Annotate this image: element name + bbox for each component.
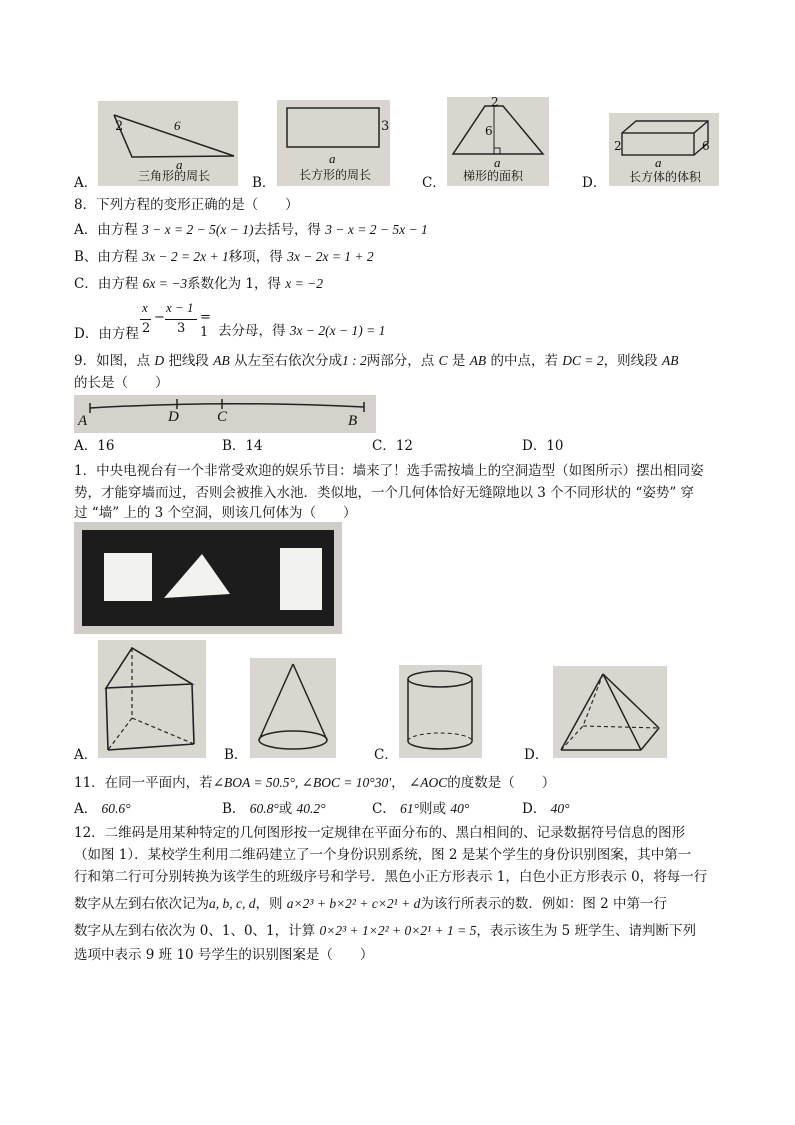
q7-a-side-2: 2 bbox=[115, 119, 124, 134]
q11-angle-aoc: ∠AOC bbox=[408, 775, 448, 790]
q7-option-a-letter: A． bbox=[74, 175, 98, 191]
q7-a-caption: 三角形的周长 bbox=[138, 169, 211, 183]
q12-l5b: ，表示该生为 5 班学生、请判断下列 bbox=[476, 923, 697, 939]
q8-option-a bbox=[74, 221, 428, 239]
q8-a-text2: 去括号，得 bbox=[253, 222, 321, 238]
q7-figure-b bbox=[277, 100, 390, 186]
q12-calc: 0×2³ + 1×2² + 0×2¹ + 1 = 5 bbox=[319, 923, 477, 938]
q11-c-value1: 61° bbox=[400, 801, 420, 816]
q9-option-a: A．16 bbox=[74, 438, 115, 454]
q8-option-d-text1: D．由方程 bbox=[74, 326, 139, 342]
q12-line6: 选项中表示 9 班 10 号学生的识别图案是（ ） bbox=[74, 947, 374, 963]
q11-t3: 的度数是（ ） bbox=[447, 775, 556, 791]
q9-stem-line2: 的长是（ ） bbox=[74, 375, 169, 391]
q9-segment-ab-3: AB bbox=[661, 353, 679, 368]
q10-option-c-letter: C． bbox=[374, 747, 398, 763]
q7-c-top-2: 2 bbox=[491, 95, 499, 109]
q8-b-result: 3x − 2x = 1 + 2 bbox=[287, 249, 374, 264]
q10-wall-figure bbox=[74, 522, 342, 634]
q9-point-c: C bbox=[438, 353, 448, 368]
q12-line5 bbox=[74, 922, 696, 940]
q11-c-or: 则或 bbox=[419, 801, 447, 817]
q9-figure bbox=[74, 395, 376, 433]
q11-option-a bbox=[74, 800, 131, 818]
q12-l5a: 数字从左到右依次为 0、1、0、1，计算 bbox=[74, 923, 316, 939]
q11-t1: 11．在同一平面内，若 bbox=[74, 775, 213, 791]
q9-option-c: C．12 bbox=[372, 438, 414, 454]
q9-t7: ，则线段 bbox=[603, 353, 658, 369]
q8-b-equation: 3x − 2 = 2x + 1 bbox=[142, 249, 229, 264]
q11-condition: ∠BOA = 50.5°, ∠BOC = 10°30′ bbox=[212, 775, 392, 790]
q8-d-bar1 bbox=[140, 319, 151, 320]
q11-a-value: 60.6° bbox=[101, 801, 131, 816]
q9-t2: 把线段 bbox=[168, 353, 209, 369]
q7-d-length-a: a bbox=[655, 155, 662, 170]
q8-d-text2: 去分母，得 bbox=[218, 323, 286, 339]
q8-a-equation: 3 − x = 2 − 5(x − 1) bbox=[142, 222, 254, 237]
q10-option-b-letter: B． bbox=[224, 747, 248, 763]
q9-t4: 两部分，点 bbox=[366, 353, 435, 369]
q9-fig-label-d: D bbox=[168, 409, 179, 425]
q9-fig-label-c: C bbox=[217, 409, 228, 425]
q9-stem bbox=[74, 352, 678, 370]
q8-d-den2: 3 bbox=[177, 321, 186, 336]
q11-a-letter: A． bbox=[74, 801, 98, 817]
q12-formula: a×2³ + b×2² + c×2¹ + d bbox=[286, 896, 421, 911]
q11-option-b bbox=[222, 800, 326, 818]
q7-d-height-2: 2 bbox=[614, 139, 622, 153]
q7-a-side-a: a bbox=[176, 157, 183, 172]
q12-line2: （如图 1）．某校学生利用二维码建立了一个身份识别系统，图 2 是某个学生的身份识别图案，其中第一 bbox=[74, 847, 692, 863]
q12-l4a: 数字从左到右依次记为 bbox=[74, 896, 209, 912]
q9-segment-ab: AB bbox=[213, 353, 230, 368]
q12-line4 bbox=[74, 895, 667, 913]
q12-l4c: 为该行所表示的数．例如：图 2 中第一行 bbox=[420, 896, 668, 912]
q7-b-caption: 长方形的周长 bbox=[299, 168, 372, 182]
q11-c-value2: 40° bbox=[450, 801, 470, 816]
q9-t6: 的中点，若 bbox=[490, 353, 558, 369]
q8-d-fraction-equation bbox=[140, 300, 220, 344]
q9-dc-value: DC = 2 bbox=[562, 353, 604, 368]
q11-b-value1: 60.8° bbox=[249, 801, 279, 816]
q11-option-d bbox=[522, 800, 570, 818]
q7-figure-a bbox=[98, 101, 238, 186]
q7-c-base-a: a bbox=[494, 155, 501, 170]
q8-option-d-rest bbox=[218, 322, 385, 340]
q10-stem-line2: 势，才能穿墙而过，否则会被推入水池．类似地，一个几何体恰好无缝隙地以 3 个不同形状的 “姿势” 穿 bbox=[74, 485, 695, 501]
q8-d-result: 3x − 2(x − 1) = 1 bbox=[289, 323, 386, 338]
q12-line3: 行和第二行可分别转换为该学生的班级序号和学号．黑色小正方形表示 1，白色小正方形表示 0，将每一行 bbox=[74, 869, 708, 885]
q7-option-d-letter: D． bbox=[582, 175, 607, 191]
q7-b-side-3: 3 bbox=[381, 119, 390, 134]
q12-line1: 12．二维码是用某种特定的几何图形按一定规律在平面分布的、黑白相间的、记录数据符号信息的图形 bbox=[74, 825, 686, 841]
q8-c-text2: 系数化为 1，得 bbox=[187, 276, 281, 292]
q11-option-c bbox=[372, 800, 469, 818]
q7-figure-d bbox=[609, 113, 719, 186]
q11-d-value: 40° bbox=[550, 801, 570, 816]
q7-d-depth-6: 6 bbox=[702, 139, 710, 153]
q11-t2: ， bbox=[391, 775, 405, 791]
q7-option-b-letter: B． bbox=[252, 175, 276, 191]
q9-t5: 是 bbox=[451, 353, 466, 369]
q8-a-text1: A．由方程 bbox=[74, 222, 138, 238]
q10-figure-d-pyramid bbox=[553, 666, 667, 758]
q8-d-minus: − bbox=[154, 310, 165, 325]
q8-c-equation: 6x = −3 bbox=[142, 276, 188, 291]
q8-option-c bbox=[74, 275, 323, 293]
q11-d-letter: D． bbox=[522, 801, 547, 817]
q7-option-c-letter: C． bbox=[422, 175, 446, 191]
q9-option-d: D．10 bbox=[522, 438, 564, 454]
q8-stem: 8．下列方程的变形正确的是（ ） bbox=[74, 197, 299, 213]
q12-abcd: a, b, c, d bbox=[209, 896, 256, 911]
q7-d-caption: 长方体的体积 bbox=[629, 170, 702, 184]
q9-option-b: B．14 bbox=[222, 438, 263, 454]
q9-segment-ab-2: AB bbox=[469, 353, 487, 368]
q11-b-value2: 40.2° bbox=[296, 801, 326, 816]
q7-c-caption: 梯形的面积 bbox=[463, 169, 524, 183]
q10-stem-line1: 1．中央电视台有一个非常受欢迎的娱乐节目：墙来了！选手需按墙上的空洞造型（如图所示）摆出相同姿 bbox=[74, 463, 704, 479]
q8-d-num1: x bbox=[142, 300, 148, 315]
q10-option-a-letter: A． bbox=[74, 747, 98, 763]
q7-a-side-6: 6 bbox=[174, 118, 181, 133]
q10-option-d-letter: D． bbox=[524, 747, 549, 763]
q8-b-text1: B、由方程 bbox=[74, 249, 138, 265]
q8-d-bar2 bbox=[165, 319, 197, 320]
q8-b-text2: 移项，得 bbox=[228, 249, 283, 265]
q10-figure-a-prism bbox=[98, 640, 206, 758]
q9-fig-label-b: B bbox=[348, 413, 358, 429]
q9-ratio: 1 : 2 bbox=[342, 353, 367, 368]
q8-c-result: x = −2 bbox=[285, 276, 324, 291]
q7-b-side-a: a bbox=[329, 151, 336, 166]
q8-a-result: 3 − x = 2 − 5x − 1 bbox=[325, 222, 428, 237]
q11-b-or: 或 bbox=[278, 801, 293, 817]
q8-c-text1: C．由方程 bbox=[74, 276, 139, 292]
q8-option-b bbox=[74, 248, 374, 266]
q9-fig-label-a: A bbox=[78, 413, 88, 429]
q10-stem-line3: 过 “墙” 上的 3 个空洞，则该几何体为（ ） bbox=[74, 505, 357, 521]
q10-figure-b-cone bbox=[250, 658, 336, 758]
q9-t3: 从左至右依次分成 bbox=[234, 353, 343, 369]
q12-l4b: ，则 bbox=[255, 896, 283, 912]
q11-stem bbox=[74, 774, 555, 792]
q11-b-letter: B． bbox=[222, 801, 246, 817]
q10-figure-c-cylinder bbox=[399, 665, 482, 758]
q11-c-letter: C． bbox=[372, 801, 396, 817]
q9-t1: 9．如图，点 bbox=[74, 353, 151, 369]
q7-figure-c bbox=[447, 97, 549, 186]
q8-d-rhs: = 1 bbox=[200, 310, 211, 340]
q9-point-d: D bbox=[154, 353, 165, 368]
q8-d-num2: x − 1 bbox=[166, 300, 194, 315]
q7-c-height-6: 6 bbox=[485, 124, 493, 138]
q8-d-den1: 2 bbox=[142, 321, 151, 336]
